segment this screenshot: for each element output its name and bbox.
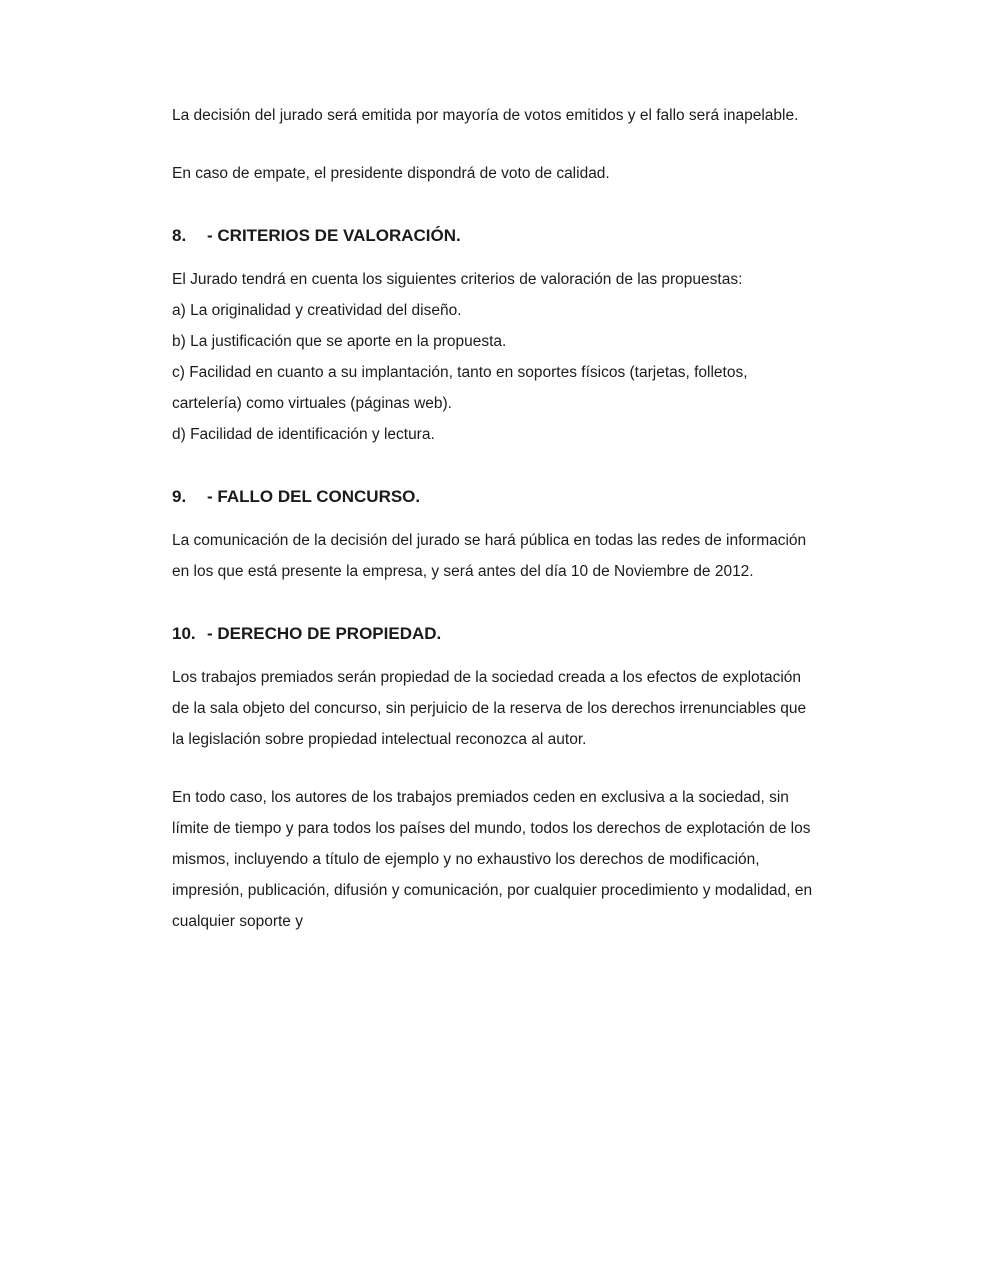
section-number: 8. (172, 226, 187, 245)
document-content (172, 100, 820, 964)
criteria-item-a: a) La originalidad y creatividad del diseño. (172, 302, 462, 319)
paragraph-property-rights-1: Los trabajos premiados serán propiedad de la sociedad creada a los efectos de explotación de la sala objeto del concurso, sin perjuicio de la reserva de los derechos irrenunciables que la legislación sobre propiedad intelectual reconozca al autor. (172, 669, 807, 748)
criteria-item-b: b) La justificación que se aporte en la propuesta. (172, 333, 507, 350)
section-number: 10. (172, 624, 196, 643)
criteria-item-c: c) Facilidad en cuanto a su implantación, tanto en soportes físicos (tarjetas, folletos, cartelería) como virtuales (páginas web). (172, 364, 748, 412)
section-title: - DERECHO DE PROPIEDAD. (207, 624, 442, 643)
section-title: - FALLO DEL CONCURSO. (207, 487, 421, 506)
section-title: - CRITERIOS DE VALORACIÓN. (207, 226, 461, 245)
section-heading-10 (172, 617, 820, 650)
paragraph-criteria-intro: El Jurado tendrá en cuenta los siguientes criterios de valoración de las propuestas: (172, 271, 743, 288)
paragraph-tie-break: En caso de empate, el presidente dispondrá de voto de calidad. (172, 165, 610, 182)
paragraph-property-rights-2: En todo caso, los autores de los trabajos premiados ceden en exclusiva a la sociedad, sin límite de tiempo y para todos los países del mundo, todos los derechos de explotación de los mismos, incluyendo a título de ejemplo y no exhaustivo los derechos de modificación, impresión, publicación, difusión y comunicación, por cualquier procedimiento y modalidad, en cualquier soporte y (172, 789, 813, 930)
criteria-list (172, 295, 820, 450)
criteria-item-d: d) Facilidad de identificación y lectura. (172, 426, 435, 443)
paragraph-jury-decision: La decisión del jurado será emitida por mayoría de votos emitidos y el fallo será inapelable. (172, 107, 799, 124)
section-heading-8 (172, 219, 820, 252)
section-number: 9. (172, 487, 187, 506)
section-heading-9 (172, 480, 820, 513)
paragraph-contest-ruling: La comunicación de la decisión del jurado se hará pública en todas las redes de información en los que está presente la empresa, y será antes del día 10 de Noviembre de 2012. (172, 532, 807, 580)
